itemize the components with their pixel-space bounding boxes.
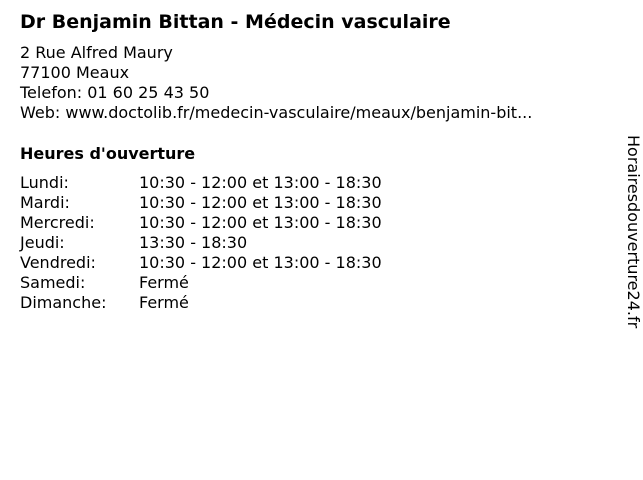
address-block	[20, 43, 532, 123]
site-watermark-label: Horairesdouverture24.fr	[624, 135, 643, 329]
hours-value: 10:30 - 12:00 et 13:00 - 18:30	[139, 253, 382, 272]
page-title: Dr Benjamin Bittan - Médecin vasculaire	[20, 11, 451, 33]
street-address: 2 Rue Alfred Maury	[20, 43, 173, 62]
website-url: Web: www.doctolib.fr/medecin-vasculaire/meaux/benjamin-bit...	[20, 103, 533, 122]
day-label: Dimanche:	[20, 293, 107, 312]
day-label: Mardi:	[20, 193, 70, 212]
city-postcode: 77100 Meaux	[20, 63, 130, 82]
day-label: Vendredi:	[20, 253, 96, 272]
hours-value: 10:30 - 12:00 et 13:00 - 18:30	[139, 213, 382, 232]
phone-number: Telefon: 01 60 25 43 50	[20, 83, 210, 102]
hours-heading: Heures d'ouverture	[20, 144, 196, 163]
day-label: Samedi:	[20, 273, 86, 292]
hours-value: 10:30 - 12:00 et 13:00 - 18:30	[139, 193, 382, 212]
hours-value: 13:30 - 18:30	[139, 233, 248, 252]
day-label: Lundi:	[20, 173, 69, 192]
hours-value: 10:30 - 12:00 et 13:00 - 18:30	[139, 173, 382, 192]
day-label: Jeudi:	[20, 233, 65, 252]
hours-value: Fermé	[139, 273, 189, 292]
hours-value: Fermé	[139, 293, 189, 312]
day-label: Mercredi:	[20, 213, 95, 232]
